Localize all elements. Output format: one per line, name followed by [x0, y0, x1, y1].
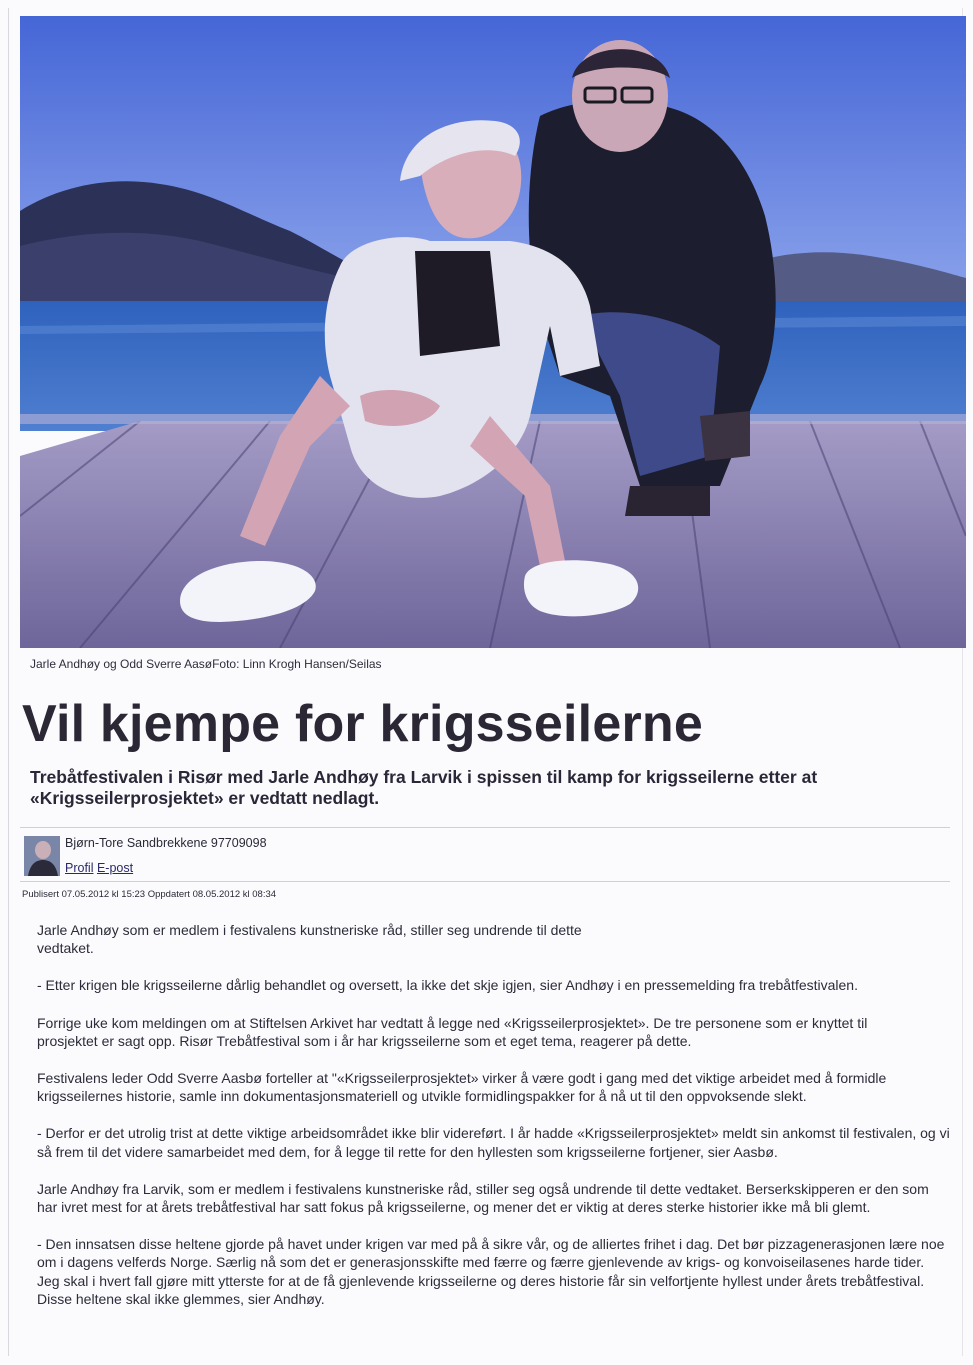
- body-paragraph: Festivalens leder Odd Sverre Aasbø forteller at "«Krigsseilerprosjektet» virker å være godt i gang med det viktige arbeidet med å formidle krigsseilernes historie, samle inn dokumentasjonsmateriell og utvikle formidlingspakker for å nå ut til den oppvoksende slekt.: [37, 1070, 887, 1105]
- article-body: [37, 921, 957, 1327]
- publish-timestamp: Publisert 07.05.2012 kl 15:23 Oppdatert 08.05.2012 kl 08:34: [22, 889, 277, 900]
- divider-author: [20, 881, 950, 882]
- author-name: Bjørn-Tore Sandbrekkene 97709098: [65, 836, 267, 850]
- photo-caption: Jarle Andhøy og Odd Sverre AasøFoto: Linn Krogh Hansen/Seilas: [30, 657, 382, 671]
- body-paragraph: - Den innsatsen disse heltene gjorde på havet under krigen var med på å sikre vår, og de alliertes frihet i dag. Det bør pizzagenerasjonen lære noe om i dagens velferds Norge. Særlig nå som det er generasjonsskifte med færre og færre gjenlevende av krigs- og konvoiseilasenes harde tider. Jeg skal i hvert fall gjøre mitt ytterste for at de få gjenlevende krigsseilerne og deres historie får sin velfortjente hyllest under årets trebåtfestival. Disse heltene skal ikke glemmes, sier Andhøy.: [37, 1236, 945, 1307]
- body-paragraph: - Derfor er det utrolig trist at dette viktige arbeidsområdet ikke blir videreført. I år hadde «Krigsseilerprosjektet» meldt sin ankomst til festivalen, og vi så frem til det videre samarbeidet med dem, for å legge til rette for den hyllesten som krigsseilerne fortjener, sier Aasbø.: [37, 1125, 950, 1160]
- author-avatar: [24, 836, 60, 876]
- body-paragraph: Forrige uke kom meldingen om at Stiftelsen Arkivet har vedtatt å legge ned «Krigsseilerprosjektet». De tre personene som er knyttet til prosjektet er sagt opp. Risør Trebåtfestival som i år har krigsseilerne som et eget tema, reagerer på dette.: [37, 1014, 868, 1049]
- photo-illustration: [20, 16, 966, 648]
- article-photo: [20, 16, 966, 648]
- headline: Vil kjempe for krigsseilerne: [22, 695, 703, 753]
- author-profile-link[interactable]: Profil: [65, 861, 94, 875]
- body-paragraph: Jarle Andhøy som er medlem i festivalens kunstneriske råd, stiller seg undrende til dette vedtaket.: [37, 922, 582, 957]
- body-paragraph: Jarle Andhøy fra Larvik, som er medlem i festivalens kunstneriske råd, stiller seg også undrende til dette vedtaket. Berserkskipperen er den som har ivret mest for at årets trebåtfestival har satt fokus på krigsseilerne, og mener det er viktig at deres sterke historier ikke må bli glemt.: [37, 1180, 929, 1216]
- author-email-link[interactable]: E-post: [96, 861, 134, 875]
- lead-paragraph: Trebåtfestivalen i Risør med Jarle Andhøy fra Larvik i spissen til kamp for krigsseilerne etter at «Krigsseilerprosjektet» er vedtatt nedlagt.: [30, 767, 818, 808]
- body-paragraph: - Etter krigen ble krigsseilerne dårlig behandlet og oversett, la ikke det skje igjen, sier Andhøy i en pressemelding fra trebåtfestivalen.: [37, 977, 858, 994]
- author-links: [65, 861, 133, 875]
- author-avatar-image: [24, 836, 60, 876]
- divider-top: [20, 827, 950, 828]
